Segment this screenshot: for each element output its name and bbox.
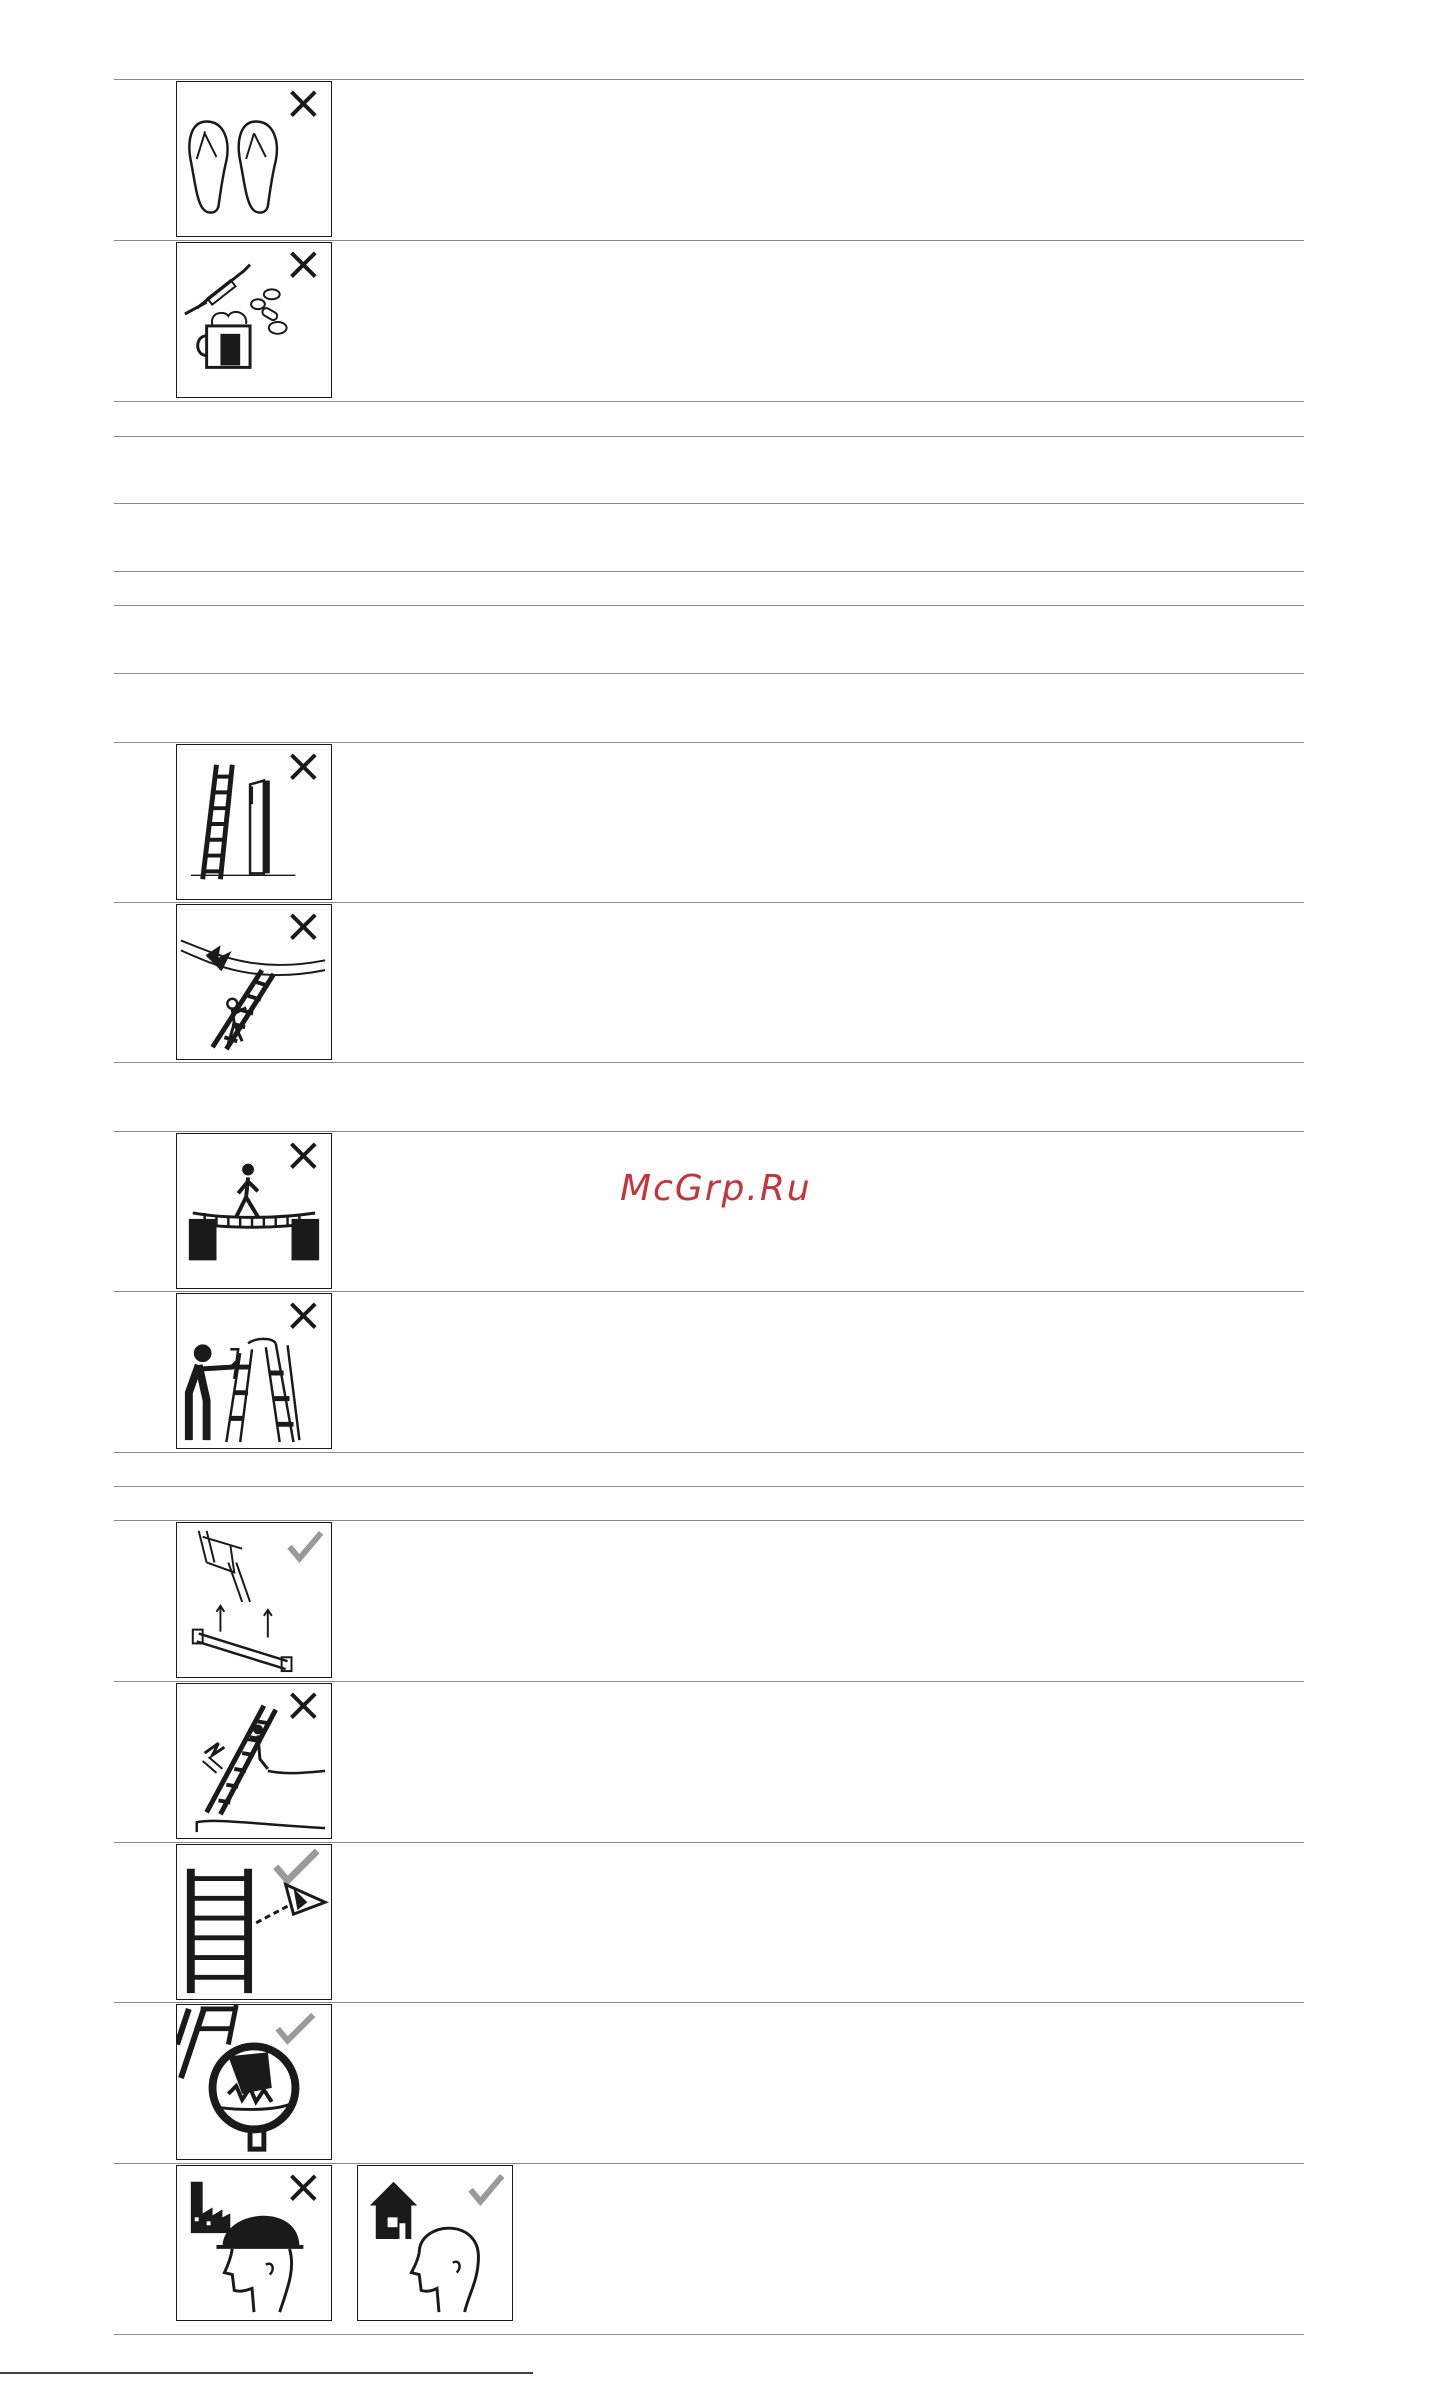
row-divider (114, 2334, 1304, 2335)
row-divider (114, 571, 1304, 572)
domestic-use-permitted-icon (357, 2165, 513, 2321)
ladder-bridge-prohibited-icon (176, 1133, 332, 1289)
row-divider (114, 401, 1304, 402)
flip-flops-prohibited-icon (176, 81, 332, 237)
unfold-ladder-prohibited-icon (176, 1293, 332, 1449)
row-divider (114, 79, 1304, 80)
row-divider (114, 503, 1304, 504)
row-divider (114, 2002, 1304, 2003)
drugs-alcohol-prohibited-icon (176, 242, 332, 398)
row-divider (114, 605, 1304, 606)
row-divider (114, 742, 1304, 743)
power-lines-prohibited-icon (176, 904, 332, 1060)
watermark: McGrp.Ru (620, 1168, 812, 1209)
row-divider (114, 673, 1304, 674)
row-divider (114, 1062, 1304, 1063)
check-feet-permitted-icon (176, 2004, 332, 2160)
row-divider (114, 1291, 1304, 1292)
visual-inspection-permitted-icon (176, 1844, 332, 2000)
row-divider (114, 240, 1304, 241)
row-divider (114, 1131, 1304, 1132)
row-divider (114, 2163, 1304, 2164)
row-divider (114, 436, 1304, 437)
row-divider (114, 902, 1304, 903)
stabilizer-bar-permitted-icon (176, 1522, 332, 1678)
side-loading-prohibited-icon (176, 1683, 332, 1839)
row-divider (114, 1842, 1304, 1843)
row-divider (114, 1681, 1304, 1682)
footer-rule (0, 2372, 533, 2374)
professional-use-prohibited-icon (176, 2165, 332, 2321)
row-divider (114, 1486, 1304, 1487)
row-divider (114, 1520, 1304, 1521)
ladder-door-prohibited-icon (176, 744, 332, 900)
row-divider (114, 1452, 1304, 1453)
